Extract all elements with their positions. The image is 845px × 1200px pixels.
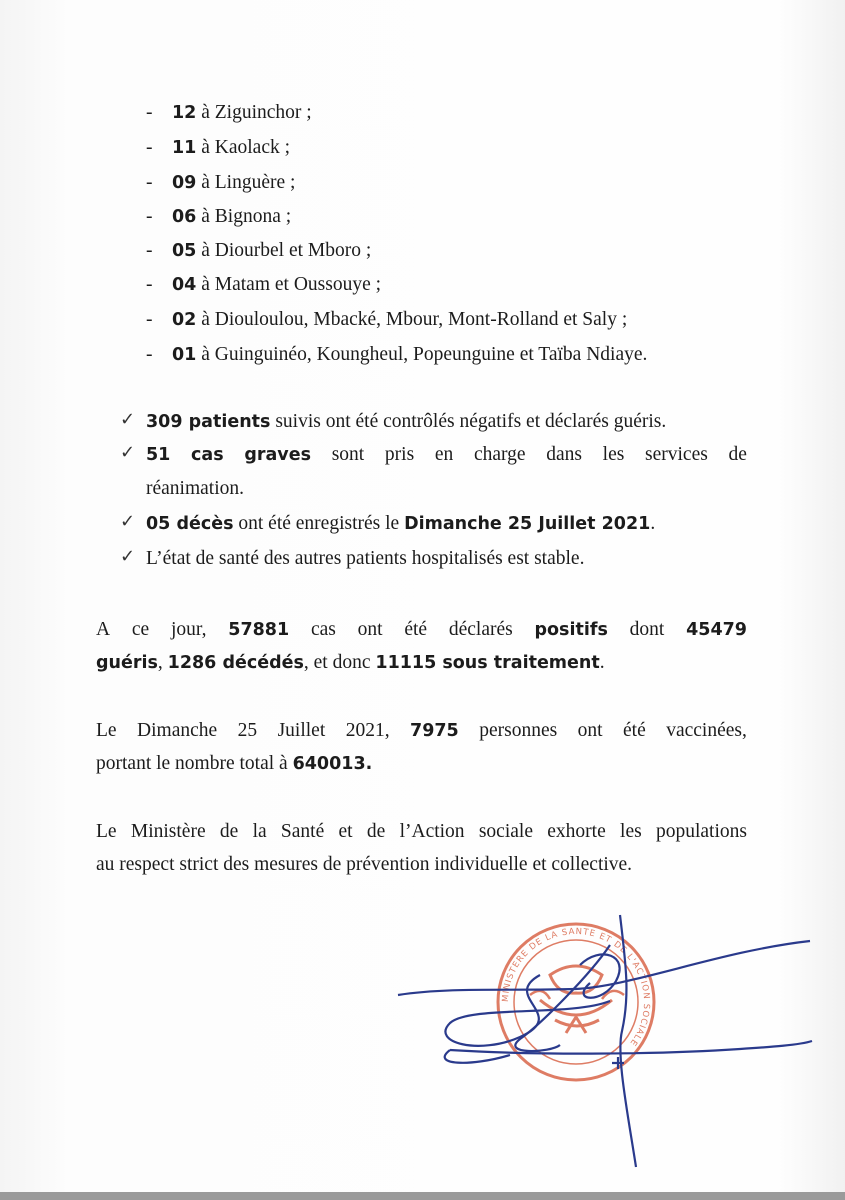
check-item-serious-cases-cont: réanimation. <box>146 478 245 499</box>
case-count: 05 <box>172 241 197 261</box>
location-text: à Guinguinéo, Koungheul, Popeunguine et Taïba Ndiaye. <box>201 344 648 365</box>
list-item <box>172 308 627 332</box>
check-mark-icon: ✓ <box>120 546 136 567</box>
list-item <box>172 273 381 297</box>
location-text: à Linguère ; <box>201 172 296 193</box>
location-text: à Ziguinchor ; <box>201 102 312 123</box>
stamp-and-signature <box>390 905 820 1175</box>
check-mark-icon: ✓ <box>120 409 136 430</box>
location-text: à Diouloulou, Mbacké, Mbour, Mont-Rolland et Saly ; <box>201 309 628 330</box>
list-dash: - <box>146 274 153 295</box>
case-count: 09 <box>172 173 197 193</box>
list-item <box>172 239 371 263</box>
location-text: à Kaolack ; <box>201 137 291 158</box>
case-count: 11 <box>172 138 197 158</box>
official-stamp <box>498 924 654 1080</box>
list-item <box>172 136 290 160</box>
list-dash: - <box>146 102 153 123</box>
case-count: 06 <box>172 207 197 227</box>
vaccine-line-1: Le Dimanche 25 Juillet 2021, 7975 personnes ont été vaccinées, <box>96 720 747 741</box>
list-dash: - <box>146 137 153 158</box>
location-text: à Diourbel et Mboro ; <box>201 240 372 261</box>
list-dash: - <box>146 206 153 227</box>
handwritten-signature <box>398 915 812 1167</box>
case-count: 02 <box>172 310 197 330</box>
scan-edge <box>0 1192 845 1200</box>
list-dash: - <box>146 172 153 193</box>
check-item-serious-cases: 51 cas graves sont pris en charge dans les services de <box>146 444 747 465</box>
case-count: 12 <box>172 103 197 123</box>
case-count: 04 <box>172 275 197 295</box>
check-item-deaths: 05 décès ont été enregistrés le Dimanche 25 Juillet 2021. <box>146 513 656 534</box>
list-item <box>172 343 647 367</box>
closing-line-1: Le Ministère de la Santé et de l’Action sociale exhorte les populations <box>96 821 747 842</box>
check-item-stable: L’état de santé des autres patients hospitalisés est stable. <box>146 548 585 569</box>
svg-text:MINISTERE DE LA SANTE ET DE L': MINISTERE DE LA SANTE ET DE L'ACTION SOCIALE <box>500 926 652 1049</box>
location-text: à Matam et Oussouye ; <box>201 274 382 295</box>
list-dash: - <box>146 344 153 365</box>
list-dash: - <box>146 240 153 261</box>
location-text: à Bignona ; <box>201 206 292 227</box>
summary-line-1: A ce jour, 57881 cas ont été déclarés positifs dont 45479 <box>96 619 747 640</box>
case-count: 01 <box>172 345 197 365</box>
list-item <box>172 205 291 229</box>
summary-line-2: guéris, 1286 décédés, et donc 11115 sous traitement. <box>96 652 605 673</box>
check-mark-icon: ✓ <box>120 511 136 532</box>
list-item <box>172 101 312 125</box>
closing-line-2: au respect strict des mesures de prévention individuelle et collective. <box>96 854 633 875</box>
check-mark-icon: ✓ <box>120 442 136 463</box>
vaccine-line-2: portant le nombre total à 640013. <box>96 753 373 774</box>
list-item <box>172 171 295 195</box>
check-item-recovered: 309 patients suivis ont été contrôlés négatifs et déclarés guéris. <box>146 411 667 432</box>
list-dash: - <box>146 309 153 330</box>
